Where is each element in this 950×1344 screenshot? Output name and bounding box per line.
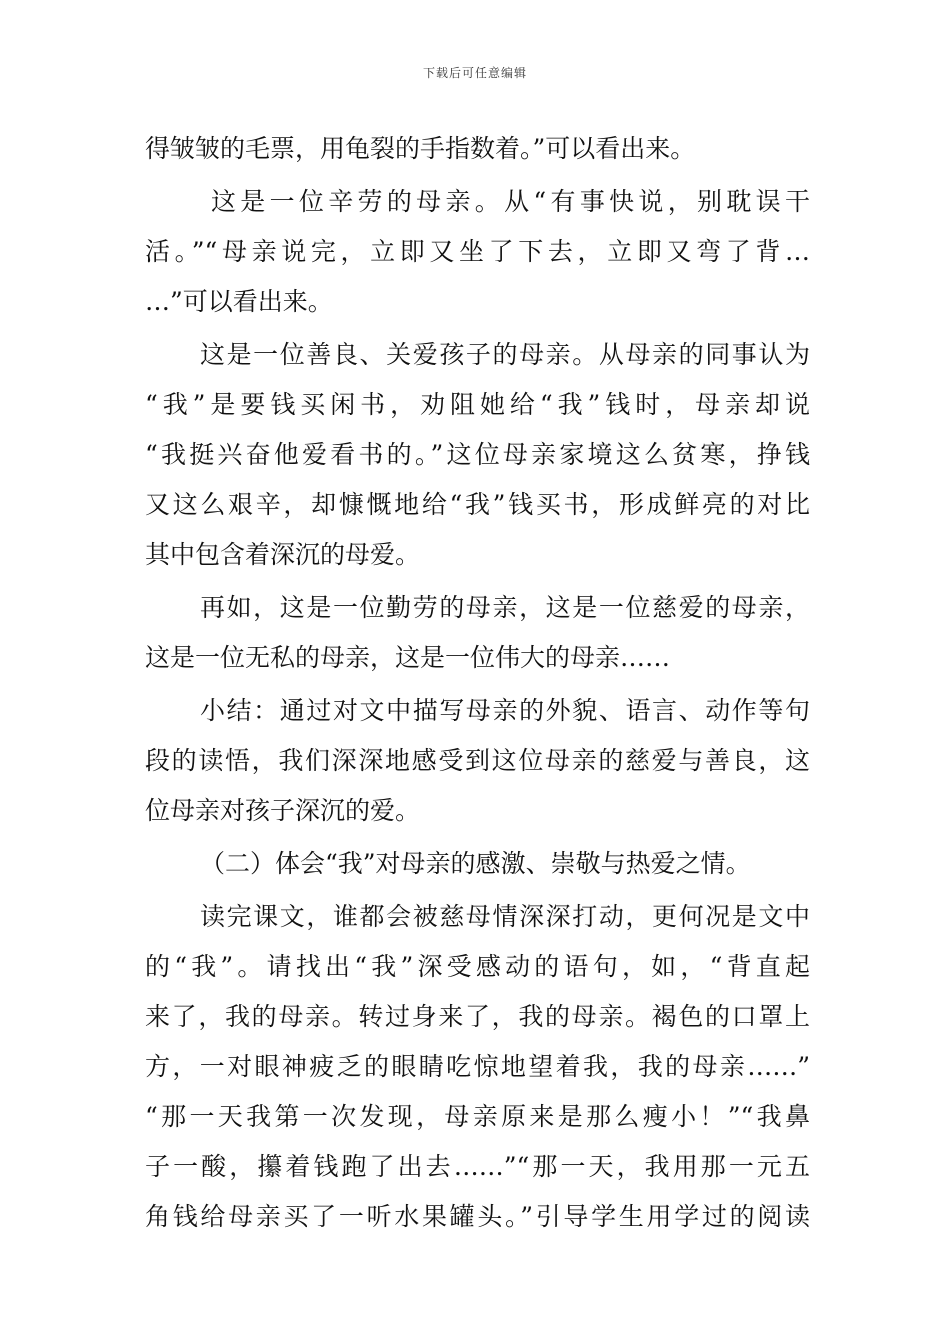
text-line: 这是一位无私的母亲，这是一位伟大的母亲…… [145, 643, 671, 672]
paragraph-start-line: 这是一位善良、关爱孩子的母亲。从母亲的同事认为 [200, 340, 810, 369]
text-line: “那一天我第一次发现，母亲原来是那么瘦小！”“我鼻 [145, 1102, 810, 1131]
text-line: 又这么艰辛，却慷慨地给“我”钱买书，形成鲜亮的对比 [145, 490, 810, 519]
paragraph-start-line: 再如，这是一位勤劳的母亲，这是一位慈爱的母亲， [200, 593, 810, 622]
document-body [145, 124, 810, 1242]
text-line: 得皱皱的毛票，用龟裂的手指数着。”可以看出来。 [145, 134, 696, 163]
text-line: 角钱给母亲买了一听水果罐头。”引导学生用学过的阅读 [145, 1202, 810, 1231]
text-line: 来了，我的母亲。转过身来了，我的母亲。褐色的口罩上 [145, 1002, 810, 1031]
text-line: 其中包含着深沉的母爱。 [145, 540, 421, 569]
paragraph-start-line: 这是一位辛劳的母亲。从“有事快说，别耽误干 [211, 187, 810, 216]
text-line: 活。”“母亲说完，立即又坐了下去，立即又弯了背… [145, 237, 810, 266]
text-line: 方，一对眼神疲乏的眼睛吃惊地望着我，我的母亲……” [145, 1052, 810, 1081]
text-line: “我”是要钱买闲书，劝阻她给“我”钱时，母亲却说 [145, 390, 810, 419]
text-line: 子一酸，攥着钱跑了出去……”“那一天，我用那一元五 [145, 1152, 810, 1181]
text-line: …”可以看出来。 [145, 287, 333, 316]
paragraph-start-line: 小结：通过对文中描写母亲的外貌、语言、动作等句 [200, 696, 810, 725]
text-line: 位母亲对孩子深沉的爱。 [145, 796, 421, 825]
paragraph-start-line: 读完课文，谁都会被慈母情深深打动，更何况是文中 [200, 902, 810, 931]
section-heading: （二）体会“我”对母亲的感激、崇敬与热爱之情。 [200, 849, 751, 878]
text-line: “我挺兴奋他爱看书的。”这位母亲家境这么贫寒，挣钱 [145, 440, 810, 469]
text-line: 的“我”。请找出“我”深受感动的语句，如，“背直起 [145, 952, 810, 981]
text-line: 段的读悟，我们深深地感受到这位母亲的慈爱与善良，这 [145, 746, 810, 775]
page-header: 下载后可任意编辑 [422, 66, 527, 80]
